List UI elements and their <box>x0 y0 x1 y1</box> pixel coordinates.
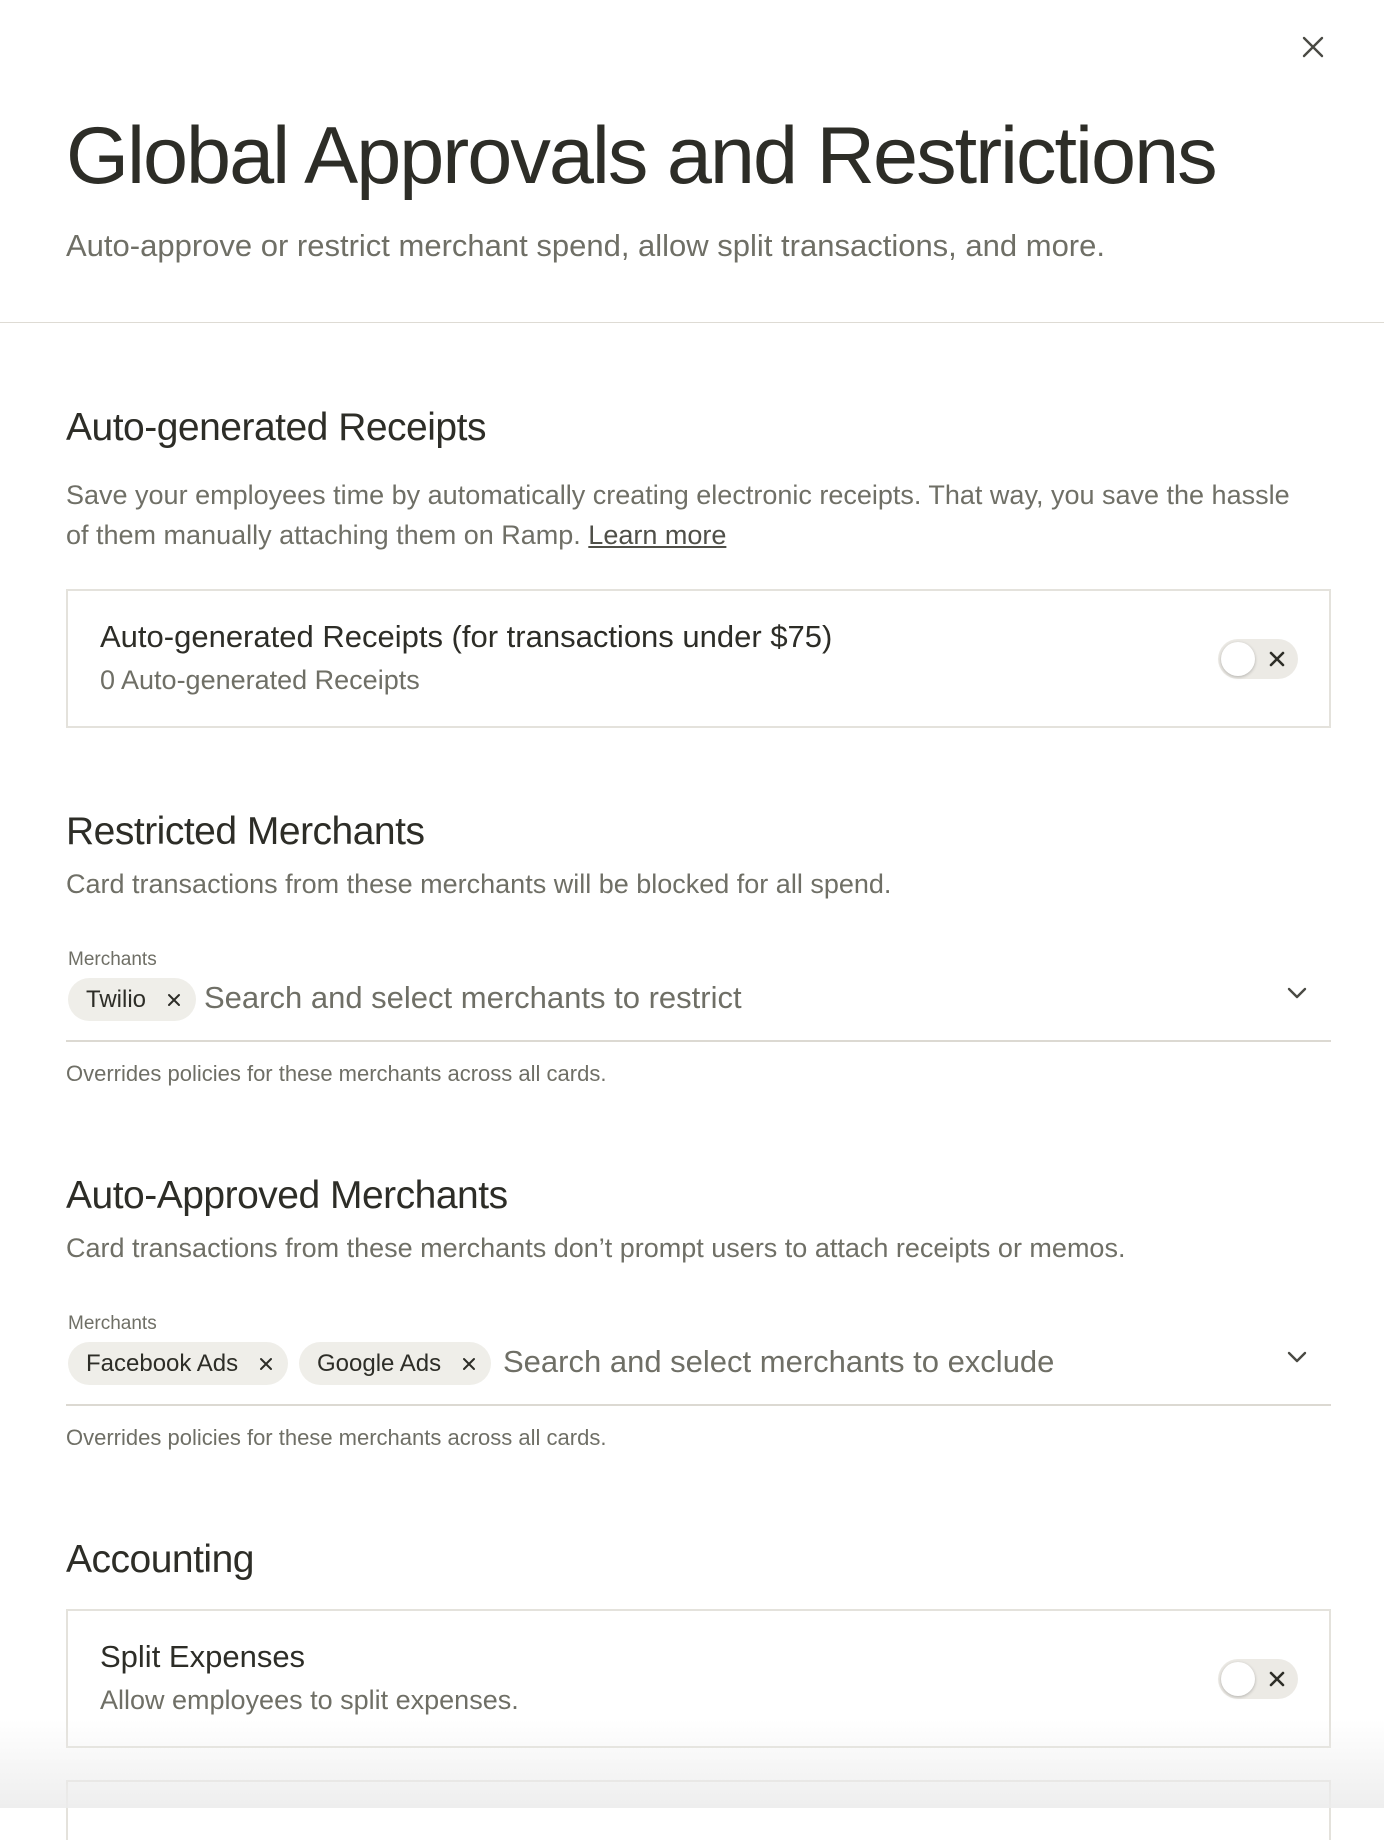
page-subtitle: Auto-approve or restrict merchant spend, allow split transactions, and more. <box>66 228 1105 263</box>
page-title: Global Approvals and Restrictions <box>66 111 1216 201</box>
auto-approved-section-title: Auto-Approved Merchants <box>66 1174 508 1217</box>
chip-label: Facebook Ads <box>86 1349 239 1377</box>
restricted-field-label: Merchants <box>68 949 157 970</box>
restricted-search-input[interactable]: Search and select merchants to restrict <box>204 980 742 1015</box>
auto-receipts-card-title: Auto-generated Receipts (for transactions under $75) <box>100 619 833 654</box>
auto-approved-merchants-select[interactable] <box>66 1342 1331 1406</box>
split-expenses-toggle[interactable] <box>1218 1659 1298 1699</box>
merchant-chip-twilio[interactable] <box>68 978 196 1021</box>
toggle-knob <box>1221 1662 1255 1696</box>
auto-receipts-card <box>66 589 1331 728</box>
split-expenses-card <box>66 1609 1331 1748</box>
receipts-description-line1: Save your employees time by automatically creating electronic receipts. That way, you save the hassle <box>66 480 1290 510</box>
chip-label: Twilio <box>86 985 147 1013</box>
close-icon[interactable] <box>256 1354 276 1374</box>
split-expenses-description: Allow employees to split expenses. <box>100 1685 519 1715</box>
chevron-down-icon[interactable] <box>1282 978 1312 1008</box>
auto-approved-helper-text: Overrides policies for these merchants across all cards. <box>66 1425 607 1450</box>
chevron-down-icon[interactable] <box>1282 1342 1312 1372</box>
x-icon <box>1266 648 1288 670</box>
auto-receipts-toggle[interactable] <box>1218 639 1298 679</box>
chip-label: Google Ads <box>317 1349 442 1377</box>
restricted-merchants-select[interactable] <box>66 978 1331 1042</box>
restricted-description: Card transactions from these merchants will be blocked for all spend. <box>66 869 892 899</box>
toggle-knob <box>1221 642 1255 676</box>
auto-receipts-count: 0 Auto-generated Receipts <box>100 665 420 695</box>
merchant-chip-google-ads[interactable] <box>299 1342 491 1385</box>
learn-more-link[interactable]: Learn more <box>588 520 727 550</box>
split-expenses-title: Split Expenses <box>100 1639 306 1674</box>
next-settings-card <box>66 1780 1331 1840</box>
modal-header <box>0 0 1384 323</box>
close-icon[interactable] <box>459 1354 479 1374</box>
close-icon[interactable] <box>164 990 184 1010</box>
x-icon <box>1266 1668 1288 1690</box>
accounting-section-title: Accounting <box>66 1538 254 1581</box>
restricted-helper-text: Overrides policies for these merchants across all cards. <box>66 1061 607 1086</box>
receipts-description <box>66 475 1290 555</box>
restricted-section-title: Restricted Merchants <box>66 810 425 853</box>
auto-approved-search-input[interactable]: Search and select merchants to exclude <box>503 1344 1055 1379</box>
merchant-chip-facebook-ads[interactable] <box>68 1342 288 1385</box>
auto-approved-description: Card transactions from these merchants don’t prompt users to attach receipts or memos. <box>66 1233 1126 1263</box>
receipts-section-title: Auto-generated Receipts <box>66 406 486 449</box>
auto-approved-field-label: Merchants <box>68 1313 157 1334</box>
receipts-description-line2-wrap <box>66 515 1290 555</box>
receipts-description-line2: of them manually attaching them on Ramp. <box>66 520 581 550</box>
